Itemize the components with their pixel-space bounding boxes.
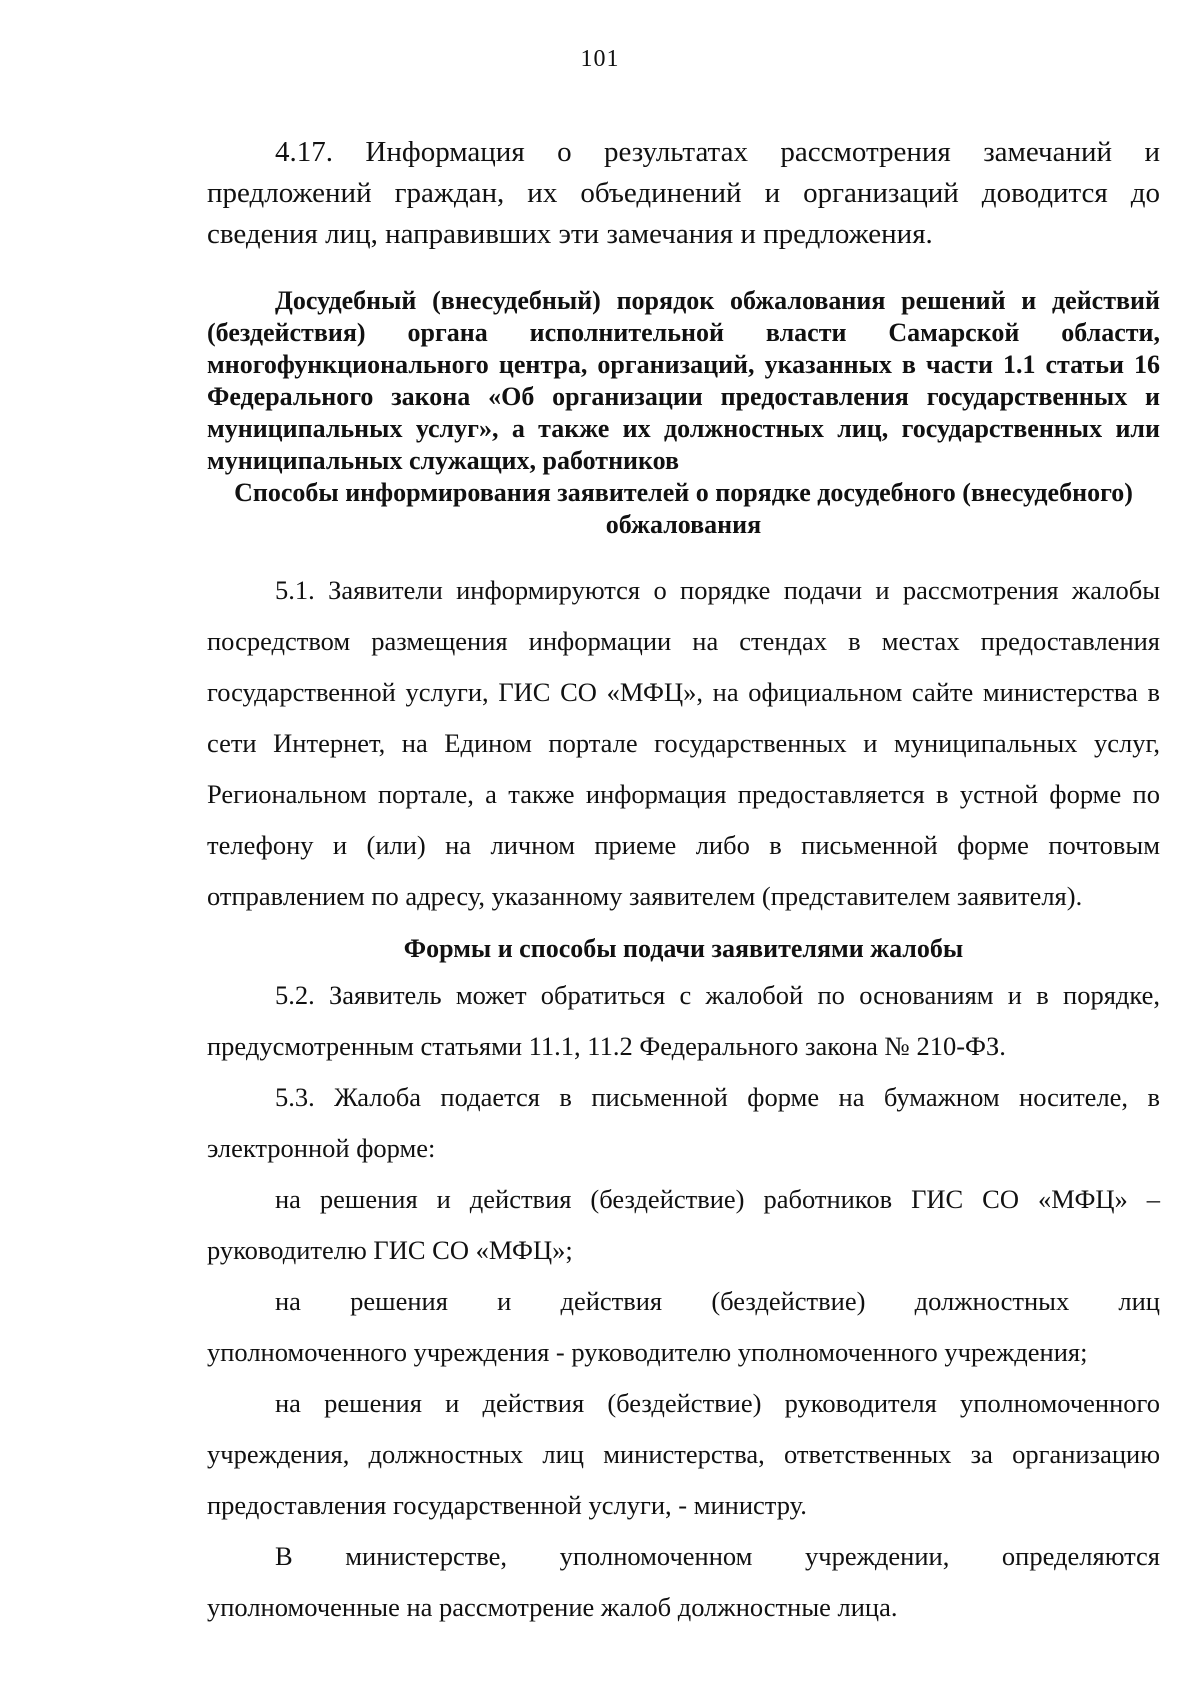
heading-informing-methods: Способы информирования заявителей о порядке досудебного (внесудебного) обжалования (234, 478, 1133, 539)
page-number: 101 (580, 46, 620, 72)
paragraph-4-17: 4.17. Информация о результатах рассмотрения замечаний и предложений граждан, их объединений и организаций доводится до сведения лиц, направивших эти замечания и предложения. (207, 136, 1160, 250)
heading-complaint-forms: Формы и способы подачи заявителями жалобы (403, 934, 964, 963)
closing-paragraph-line2: уполномоченные на рассмотрение жалоб должностные лица. (207, 1592, 898, 1622)
paragraph-5-3: 5.3. Жалоба подается в письменной форме на бумажном носителе, в электронной форме: (207, 1082, 1160, 1163)
item-mfc-workers: на решения и действия (бездействие) работников ГИС СО «МФЦ» – руководителю ГИС СО «МФЦ»; (207, 1184, 1160, 1265)
paragraph-5-2: 5.2. Заявитель может обратиться с жалобой по основаниям и в порядке, предусмотренным статьями 11.1, 11.2 Федерального закона № 210-ФЗ. (207, 980, 1160, 1061)
item-minister: на решения и действия (бездействие) руководителя уполномоченного учреждения, должностных лиц министерства, ответственных за организацию предоставления государственной услуги, - министру. (207, 1388, 1160, 1520)
item-authorized-officials-line2: уполномоченного учреждения - руководителю уполномоченного учреждения; (207, 1337, 1088, 1367)
closing-paragraph-line1: В министерстве, уполномоченном учреждении, определяются (275, 1541, 1160, 1571)
item-authorized-officials-line1: на решения и действия (бездействие) должностных лиц (275, 1286, 1160, 1316)
paragraph-5-1: 5.1. Заявители информируются о порядке подачи и рассмотрения жалобы посредством размещения информации на стендах в местах предоставления государственной услуги, ГИС СО «МФЦ», на официальном сайте министерства в сети Интернет, на Едином портале государственных и муниципальных услуг, Региональном портале, а также информация предоставляется в устной форме по телефону и (или) на личном приеме либо в письменной форме почтовым отправлением по адресу, указанному заявителем (представителем заявителя). (207, 575, 1160, 911)
heading-pretrial-appeal: Досудебный (внесудебный) порядок обжалования решений и действий (бездействия) органа исполнительной власти Самарской области, многофункционального центра, организаций, указанных в части 1.1 статьи 16 Федерального закона «Об организации предоставления государственных и муниципальных услуг», а также их должностных лиц, государственных или муниципальных служащих, работников (207, 286, 1160, 475)
document-body (207, 132, 1160, 1633)
